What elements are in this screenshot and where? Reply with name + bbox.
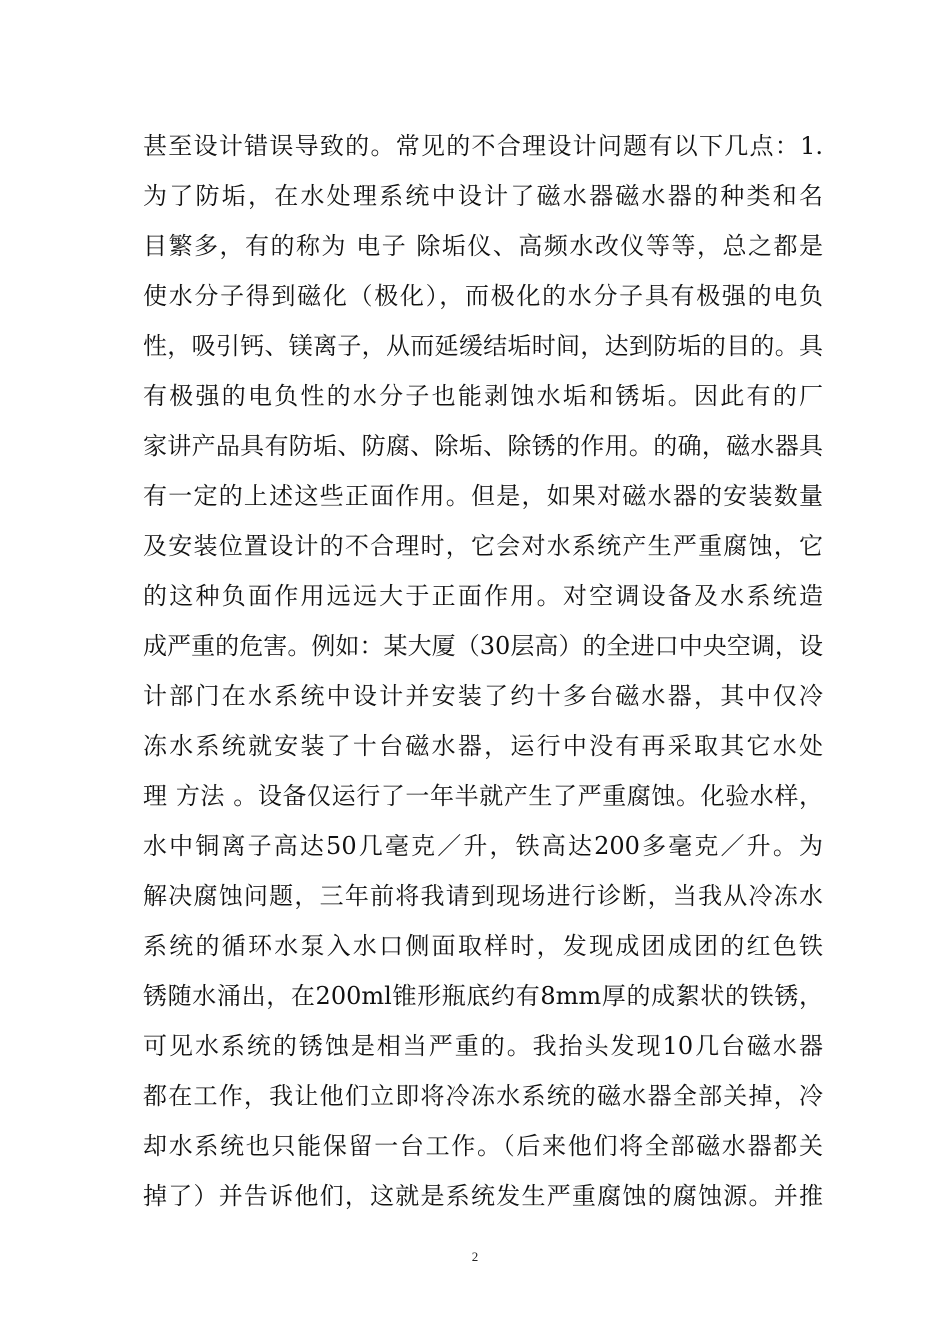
text-line: 计部门在水系统中设计并安装了约十多台磁水器，其中仅冷 (143, 682, 823, 710)
text-line: 甚至设计错误导致的。常见的不合理设计问题有以下几点：1. (143, 132, 823, 160)
text-line: 目繁多，有的称为 电子 除垢仪、高频水改仪等等，总之都是 (143, 232, 823, 260)
text-line: 家讲产品具有防垢、防腐、除垢、除锈的作用。的确，磁水器具 (143, 432, 823, 460)
text-line: 锈随水涌出，在200ml锥形瓶底约有8mm厚的成絮状的铁锈， (143, 982, 823, 1010)
text-line: 冻水系统就安装了十台磁水器，运行中没有再采取其它水处 (143, 732, 823, 760)
text-line: 解决腐蚀问题，三年前将我请到现场进行诊断，当我从冷冻水 (143, 882, 823, 910)
text-line: 理 方法 。设备仅运行了一年半就产生了严重腐蚀。化验水样， (143, 782, 823, 810)
text-line: 及安装位置设计的不合理时，它会对水系统产生严重腐蚀，它 (143, 532, 823, 560)
text-line: 却水系统也只能保留一台工作。（后来他们将全部磁水器都关 (143, 1132, 823, 1160)
text-line: 掉了）并告诉他们，这就是系统发生严重腐蚀的腐蚀源。并推 (143, 1182, 823, 1210)
text-line: 系统的循环水泵入水口侧面取样时，发现成团成团的红色铁 (143, 932, 823, 960)
body-text (143, 121, 823, 1221)
text-line: 水中铜离子高达50几毫克／升，铁高达200多毫克／升。为 (143, 832, 823, 860)
page-number: 2 (471, 1249, 479, 1264)
text-line: 性，吸引钙、镁离子，从而延缓结垢时间，达到防垢的目的。具 (143, 332, 823, 360)
text-line: 成严重的危害。例如：某大厦（30层高）的全进口中央空调，设 (143, 632, 823, 660)
text-line: 的这种负面作用远远大于正面作用。对空调设备及水系统造 (143, 582, 823, 610)
text-line: 使水分子得到磁化（极化），而极化的水分子具有极强的电负 (143, 282, 823, 310)
text-line: 可见水系统的锈蚀是相当严重的。我抬头发现10几台磁水器 (143, 1032, 823, 1060)
text-line: 有一定的上述这些正面作用。但是，如果对磁水器的安装数量 (143, 482, 823, 510)
text-line: 为了防垢，在水处理系统中设计了磁水器磁水器的种类和名 (143, 182, 823, 210)
text-line: 有极强的电负性的水分子也能剥蚀水垢和锈垢。因此有的厂 (143, 382, 823, 410)
text-line: 都在工作，我让他们立即将冷冻水系统的磁水器全部关掉，冷 (143, 1082, 823, 1110)
